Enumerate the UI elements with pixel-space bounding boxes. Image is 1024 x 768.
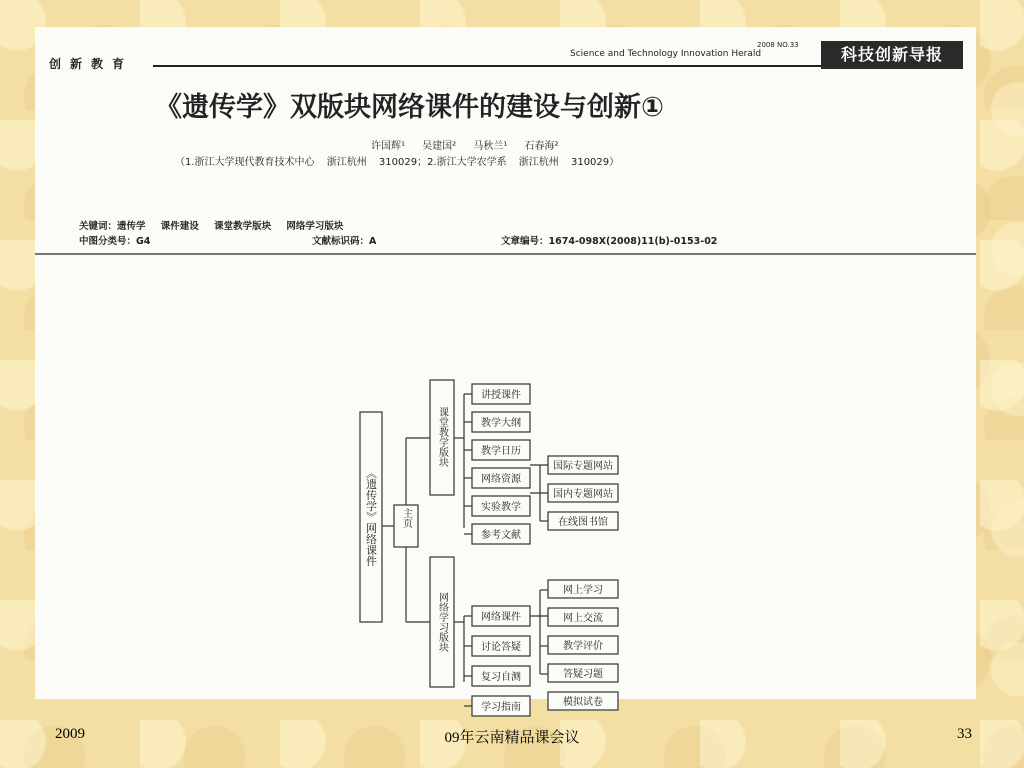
diagram-classroom-item-label: 参考文献 [481,530,521,541]
article-number: 文章编号：1674-098X(2008)11(b)-0153-02 [501,236,718,247]
footer-conference: 09年云南精品课会议 [444,730,580,746]
journal-issue: 2008 NO.33 [757,41,799,49]
diagram-root-label: 《遗传学》网络课件 [364,467,378,567]
diagram-classroom-item-label: 网络资源 [481,474,521,485]
diagram-resource-link-label: 在线图书馆 [558,517,608,528]
article-doc-code: 文献标识码：A [312,236,377,247]
diagram-network-function-label: 网上交流 [563,613,603,624]
article-classification: 中图分类号：G4 [79,236,151,247]
diagram-classroom-item-label: 教学日历 [481,446,521,457]
article-authors: 许国辉¹ 吴建国² 马秋兰¹ 石春海² [371,141,559,152]
diagram-network-label: 网络学习版块 [436,592,448,652]
diagram-resource-link-label: 国内专题网站 [553,489,613,500]
diagram-classroom-label: 课堂教学版块 [436,407,448,467]
diagram-classroom-item-label: 教学大纲 [481,418,521,429]
journal-name-badge: 科技创新导报 [821,41,963,69]
footer-page-number: 33 [957,726,972,742]
diagram-classroom-item-label: 讲授课件 [481,390,521,401]
diagram-home-label: 主页 [400,508,412,528]
diagram-network-item-label: 网络课件 [481,612,521,623]
structure-diagram [360,372,700,713]
journal-name-en: Science and Technology Innovation Herald [570,49,762,59]
diagram-network-item-label: 复习自测 [481,672,521,683]
diagram-network-function-label: 模拟试卷 [563,697,603,708]
diagram-resource-link-label: 国际专题网站 [553,461,613,472]
footer-year: 2009 [55,726,85,742]
journal-section-label: 创新教育 [49,57,134,71]
diagram-network-item-label: 学习指南 [481,702,521,713]
article-affiliations: （1.浙江大学现代教育技术中心 浙江杭州 310029；2.浙江大学农学系 浙江杭州 310029） [175,157,620,168]
diagram-network-item-label: 讨论答疑 [481,642,521,653]
article-keywords: 关键词：遗传学 课件建设 课堂教学版块 网络学习版块 [79,221,344,232]
diagram-network-function-label: 教学评价 [563,641,603,652]
diagram-network-function-label: 网上学习 [563,585,603,596]
header-rule [153,65,821,67]
diagram-network-function-label: 答疑习题 [563,669,603,680]
abstract-divider [35,253,976,255]
scanned-article-page [35,27,976,713]
article-title: 《遗传学》双版块网络课件的建设与创新① [155,92,664,123]
diagram-classroom-item-label: 实验教学 [481,502,521,513]
